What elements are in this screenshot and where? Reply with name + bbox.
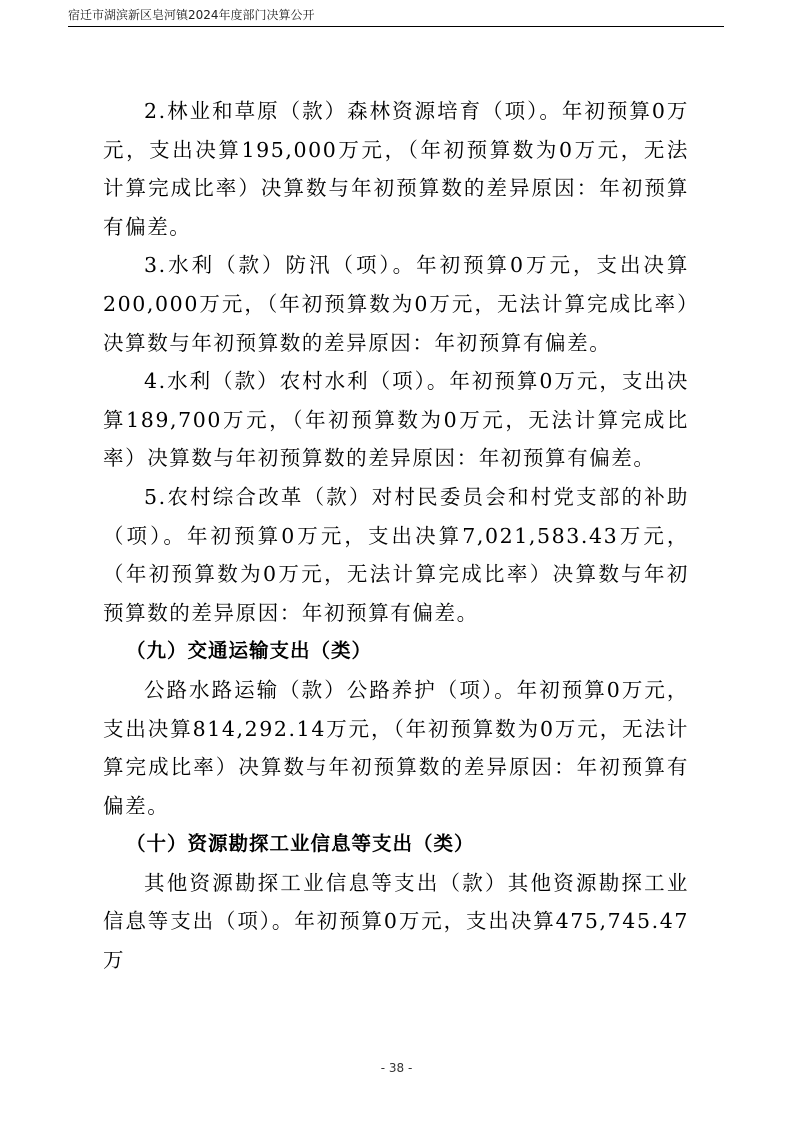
section-heading-resources: （十）资源勘探工业信息等支出（类）: [126, 832, 475, 856]
paragraph-rural-water: 4.水利（款）农村水利（项）。年初预算0万元，支出决算189,700万元，（年初预算数为0万元，无法计算完成比率）决算数与年初预算数的差异原因：年初预算有偏差。: [103, 369, 689, 471]
paragraph-road-maintenance: 公路水路运输（款）公路养护（项）。年初预算0万元，支出决算814,292.14万元，（年初预算数为0万元，无法计算完成比率）决算数与年初预算数的差异原因：年初预算有偏差。: [103, 677, 689, 818]
paragraph-rural-reform: 5.农村综合改革（款）对村民委员会和村党支部的补助（项）。年初预算0万元，支出决算7,021,583.43万元，（年初预算数为0万元，无法计算完成比率）决算数与年初预算数的差异原因：年初预算有偏差。: [103, 484, 689, 625]
section-heading-transport: （九）交通运输支出（类）: [126, 639, 373, 663]
paragraph-forestry: 2.林业和草原（款）森林资源培育（项）。年初预算0万元，支出决算195,000万元，（年初预算数为0万元，无法计算完成比率）决算数与年初预算数的差异原因：年初预算有偏差。: [103, 99, 689, 239]
page-number: - 38 -: [380, 1061, 413, 1075]
document-body: [103, 92, 689, 980]
paragraph-flood-control: 3.水利（款）防汛（项）。年初预算0万元，支出决算200,000万元，（年初预算数为0万元，无法计算完成比率）决算数与年初预算数的差异原因：年初预算有偏差。: [103, 253, 689, 355]
page-header-title: 宿迁市湖滨新区皂河镇2024年度部门决算公开: [68, 8, 315, 22]
paragraph-resources-other: 其他资源勘探工业信息等支出（款）其他资源勘探工业信息等支出（项）。年初预算0万元，支出决算475,745.47万: [103, 870, 689, 973]
header-divider: [68, 26, 724, 27]
